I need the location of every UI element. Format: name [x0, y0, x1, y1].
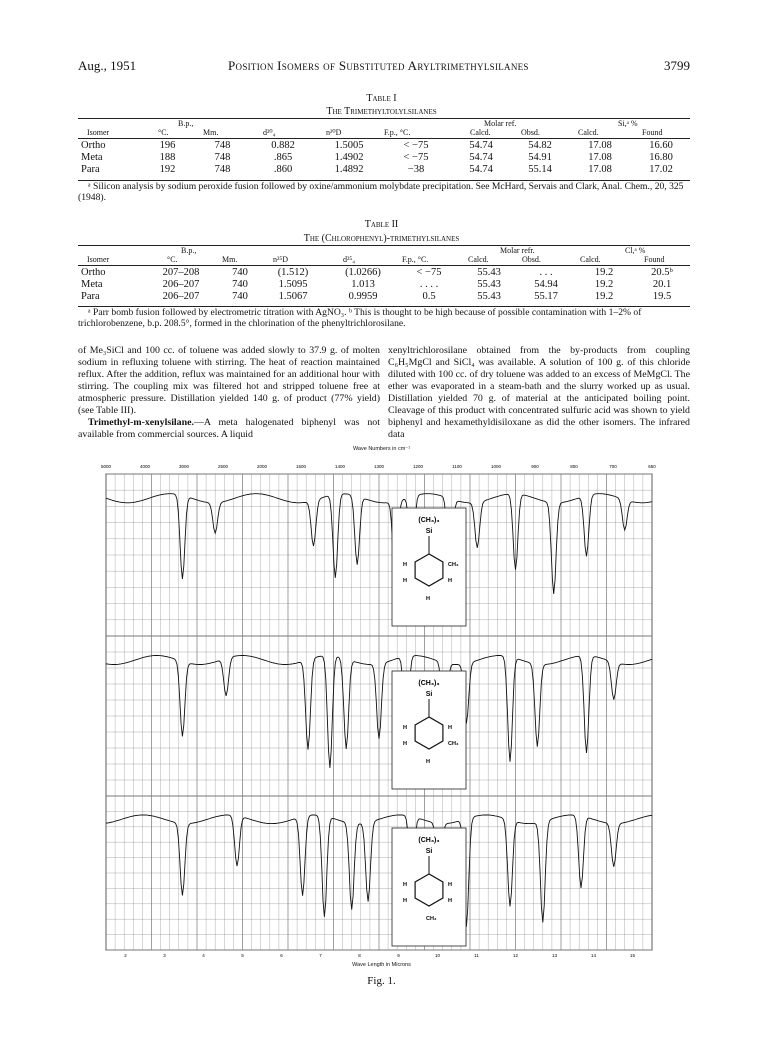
structure-trimethyl-label: (CH₃)₃	[418, 517, 440, 524]
table1-group-bp: B.p.,	[178, 119, 194, 128]
ring-substituent-label: H	[426, 759, 430, 765]
table2-cell: . . .	[539, 266, 553, 278]
body-left-paragraph-1: of Me₃SiCl and 100 cc. of toluene was added slowly to 37.9 g. of molten sodium in refluxing toluene with stirring. The heat of reaction maintained reflux. After the addition, reflux was maintained for an additional hour with stirring. The coupling mix was filtered hot and stripped toluene free at atmospheric pressure. Distillation yielded 140 g. of product (77% yield) (see Table III).	[78, 345, 380, 416]
table1-h-mm: Mm.	[203, 128, 219, 137]
table2-cell: 206–207	[162, 290, 200, 302]
wavenumber-tick-label: 5000	[100, 464, 112, 469]
table1-cell: < −75	[403, 139, 429, 151]
wavenumber-tick-label: 1100	[452, 464, 462, 469]
figure-caption: Fig. 1.	[367, 975, 396, 987]
table2-cell: 0.9959	[348, 290, 378, 302]
table2-group-molar: Molar refr.	[500, 246, 535, 255]
table2-cell: Para	[81, 290, 100, 302]
table2-footnote: ᵃ Parr bomb fusion followed by electrometric titration with AgNO₃. ᵇ This is thought to be high because of possible contamination with 1–2% of trichlorobenzene, b.p. 208.5°, formed in the chlorination of the phenyltrichlorosilane.	[78, 307, 642, 329]
table1-h-found: Found	[642, 128, 663, 137]
table1-group-si: Si,ᵃ %	[618, 119, 638, 128]
figure-top-axis-label: Wave Numbers in cm⁻¹	[352, 446, 411, 452]
table1-cell: 196	[159, 139, 176, 151]
micron-tick-label: 14	[590, 953, 597, 958]
table2-h-d: d²⁵₄	[343, 255, 355, 264]
table1-cell: 55.14	[528, 163, 552, 175]
table2-cell: 55.43	[477, 278, 501, 290]
table1-cell: 54.74	[469, 139, 493, 151]
micron-tick-label: 6	[280, 953, 283, 958]
table2-h-c: °C.	[167, 255, 178, 264]
micron-tick-label: 11	[474, 953, 479, 958]
ring-substituent-label: H	[448, 898, 452, 904]
table2-cell: 55.17	[534, 290, 558, 302]
table1-cell: 1.4902	[334, 151, 364, 163]
micron-tick-label: 4	[202, 953, 205, 958]
table1-cell: 17.08	[588, 163, 612, 175]
table1-cell: 748	[214, 151, 231, 163]
table2-h-obsd: Obsd.	[522, 255, 541, 264]
table1-h-fp: F.p., °C.	[384, 128, 411, 137]
table2-row	[78, 266, 690, 278]
body-right-column	[388, 345, 690, 441]
micron-tick-label: 13	[551, 953, 558, 958]
ring-substituent-label: H	[448, 725, 452, 731]
table1-cell: 54.74	[469, 163, 493, 175]
table2-row	[78, 290, 690, 302]
table1-cell: 16.80	[649, 151, 673, 163]
table1-cell: < −75	[403, 151, 429, 163]
table2-row	[78, 278, 690, 290]
table2-h-fp: F.p., °C.	[402, 255, 429, 264]
wavenumber-tick-label: 2000	[256, 464, 268, 469]
body-right-paragraph-1: xenyltrichlorosilane obtained from the by-products from coupling C₆H₅MgCl and SiCl₄ was available. A solution of 100 g. of this chloride diluted with 100 cc. of dry toluene was added to an excess of MeMgCl. The ether was evaporated in a steam-bath and the slurry worked up as usual. Distillation yielded 70 g. of material at the anticipated boiling point. Cleavage of this product with concentrated sulfuric acid was shown to yield biphenyl and hexamethyldisiloxane as did the other isomers. The infrared data	[388, 345, 690, 440]
table1-cell: .865	[273, 151, 293, 163]
table2-label: Table II	[364, 219, 399, 230]
wavenumber-tick-label: 1400	[334, 464, 346, 469]
ring-substituent-label: H	[403, 562, 407, 568]
table2-h-cl-calcd: Calcd.	[580, 255, 601, 264]
ring-substituent-label: CH₃	[448, 741, 459, 747]
table2-cell: 19.2	[594, 290, 614, 302]
table1-row	[78, 163, 690, 175]
micron-tick-label: 12	[512, 953, 519, 958]
table1-cell: 188	[159, 151, 176, 163]
table1-h-si-calcd: Calcd.	[578, 128, 599, 137]
structure-trimethyl-label: (CH₃)₃	[418, 837, 440, 844]
wavenumber-tick-label: 900	[531, 464, 539, 469]
table2-cell: 19.2	[594, 266, 614, 278]
xenylsilane-heading: Trimethyl-m-xenylsilane.	[88, 417, 194, 428]
table2-cell: 1.013	[351, 278, 375, 290]
table1-group-molar: Molar ref.	[484, 119, 517, 128]
table2-cell: 1.5067	[278, 290, 308, 302]
table2-cell: 740	[232, 278, 248, 290]
body-left-paragraph-2-text: —A meta halogenated biphenyl was not available from commercial sources. A liquid	[78, 417, 380, 440]
micron-tick-label: 9	[397, 953, 400, 958]
structure-si-label: Si	[425, 691, 433, 698]
table2-h-mm: Mm.	[222, 255, 238, 264]
wavenumber-tick-label: 1200	[412, 464, 424, 469]
table2-cell: (1.0266)	[345, 266, 381, 278]
table2-group-bp: B.p.,	[181, 246, 197, 255]
header-date: Aug., 1951	[78, 58, 137, 73]
table1-cell: 17.02	[649, 163, 673, 175]
micron-tick-label: 5	[241, 953, 244, 958]
table1-cell: .860	[273, 163, 293, 175]
table2-cell: . . . .	[419, 278, 439, 290]
table2-cell: 20.5ᵇ	[651, 266, 673, 278]
table2-cell: 54.94	[534, 278, 558, 290]
table1-h-d: d²⁰₄	[263, 128, 276, 137]
table2-cell: 55.43	[477, 290, 501, 302]
table1-cell: 16.60	[649, 139, 673, 151]
figure-bottom-axis-label: Wave Length in Microns	[352, 962, 411, 968]
table2-cell: Meta	[81, 278, 103, 290]
wavenumber-tick-label: 3000	[178, 464, 190, 469]
wavenumber-tick-label: 4000	[139, 464, 151, 469]
page-number: 3799	[664, 58, 690, 73]
wavenumber-tick-label: 2500	[217, 464, 229, 469]
table1-cell: Para	[81, 163, 100, 175]
table2-h-n: n²⁵D	[273, 255, 288, 264]
body-left-column	[78, 345, 380, 441]
ring-substituent-label: H	[426, 596, 430, 602]
ring-substituent-label: H	[403, 725, 407, 731]
table1-cell: Ortho	[81, 139, 106, 151]
table1-cell: 1.5005	[334, 139, 364, 151]
table2-cell: 207–208	[162, 266, 200, 278]
table2-cell: 206–207	[162, 278, 200, 290]
wavenumber-tick-label: 1500	[295, 464, 307, 469]
ring-substituent-label: H	[403, 741, 407, 747]
table1-h-obsd: Obsd.	[521, 128, 540, 137]
table1-footnote: ᵃ Silicon analysis by sodium peroxide fusion followed by oxine/ammonium molybdate precipitation. See McHard, Servais and Clark, Anal. Chem., 20, 325 (1948).	[78, 181, 684, 203]
table2-body	[78, 266, 690, 302]
table2-h-isomer: Isomer	[87, 255, 110, 264]
ring-substituent-label: H	[448, 882, 452, 888]
table1-cell: Meta	[81, 151, 103, 163]
table2-h-found: Found	[644, 255, 665, 264]
micron-tick-label: 3	[163, 953, 166, 958]
ring-substituent-label: H	[448, 578, 452, 584]
table1-row	[78, 151, 690, 163]
table1-row	[78, 139, 690, 151]
structure-trimethyl-label: (CH₃)₃	[418, 680, 440, 687]
micron-tick-label: 7	[319, 953, 322, 958]
table2-cell: 740	[232, 266, 248, 278]
wavenumber-tick-label: 1300	[373, 464, 385, 469]
table1-cell: 54.82	[528, 139, 552, 151]
table1-body	[78, 139, 690, 175]
table2-cell: 19.5	[652, 290, 672, 302]
table2-cell: Ortho	[81, 266, 106, 278]
micron-tick-label: 10	[434, 953, 441, 958]
micron-tick-label: 8	[358, 953, 361, 958]
structure-si-label: Si	[425, 848, 433, 855]
wavenumber-tick-label: 1000	[490, 464, 502, 469]
table2-cell: 20.1	[652, 278, 672, 290]
table1-cell: 17.08	[588, 151, 612, 163]
wavenumber-tick-label: 650	[648, 464, 656, 469]
body-left-paragraph-2	[78, 417, 380, 441]
header-title: Position Isomers of Substituted Aryltrimethylsilanes	[228, 58, 529, 73]
table1-h-c: °C.	[158, 128, 169, 137]
table2-cell: 1.5095	[278, 278, 308, 290]
table1-cell: 17.08	[588, 139, 612, 151]
table1-cell: 748	[214, 139, 231, 151]
table1-cell: 192	[159, 163, 176, 175]
ring-substituent-label: H	[403, 578, 407, 584]
table1-top-rule	[78, 118, 690, 119]
running-header	[78, 58, 690, 78]
wavenumber-tick-label: 800	[570, 464, 578, 469]
table2-cell: 55.43	[477, 266, 501, 278]
micron-tick-label: 2	[124, 953, 127, 958]
ir-spectra-figure	[96, 456, 662, 960]
table2-title: The (Chlorophenyl)-trimethylsilanes	[303, 233, 460, 244]
table1-cell: 54.91	[528, 151, 552, 163]
table1-cell: 0.882	[271, 139, 295, 151]
structure-si-label: Si	[425, 528, 433, 535]
ring-substituent-label: CH₃	[426, 916, 437, 922]
ring-substituent-label: H	[403, 882, 407, 888]
table1-title: The Trimethyltolylsilanes	[326, 106, 437, 117]
table2-cell: 0.5	[422, 290, 436, 302]
table2-cell: < −75	[416, 266, 442, 278]
ring-substituent-label: CH₃	[448, 562, 459, 568]
table1-cell: 748	[214, 163, 231, 175]
table1-cell: 54.74	[469, 151, 493, 163]
table1-h-n: n²⁰D	[326, 128, 342, 137]
table1-label: Table I	[366, 93, 397, 104]
wavenumber-tick-label: 700	[609, 464, 617, 469]
micron-tick-label: 15	[629, 953, 636, 958]
table1-cell: 1.4892	[334, 163, 364, 175]
table1-h-calcd: Calcd.	[470, 128, 491, 137]
ring-substituent-label: H	[403, 898, 407, 904]
table2-cell: 19.2	[594, 278, 614, 290]
table1-cell: −38	[407, 163, 425, 175]
table2-h-calcd: Calcd.	[468, 255, 489, 264]
table2-cell: 740	[232, 290, 248, 302]
table2-group-cl: Cl,ᵃ %	[625, 246, 646, 255]
table2-top-rule	[78, 245, 690, 246]
table2-cell: (1.512)	[277, 266, 309, 278]
table1-h-isomer: Isomer	[87, 128, 110, 137]
